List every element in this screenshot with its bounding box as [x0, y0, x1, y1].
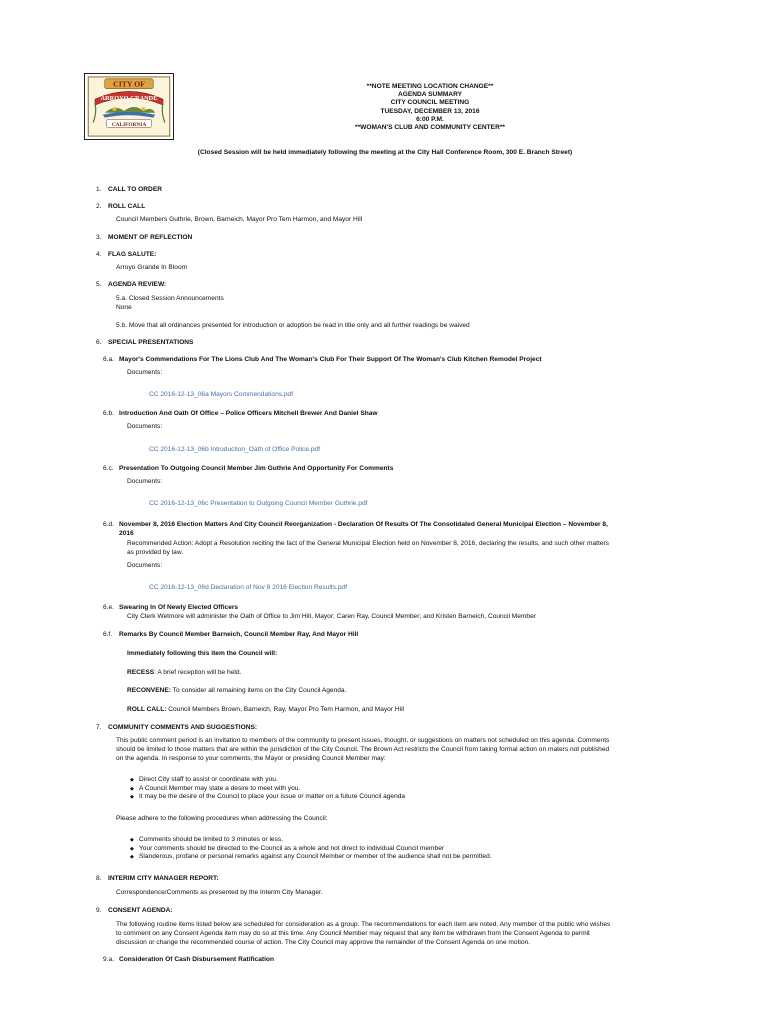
list-item: ◆ A Council Member may state a desire to meet with you. — [130, 785, 405, 794]
list-item: ◆ Your comments should be directed to the Council as a whole and not direct to individual Council member — [130, 845, 492, 854]
section-call-to-order — [96, 186, 162, 195]
community-comments-p3: on the agenda. In response to your comments, the Mayor or presiding Council Member may: — [116, 755, 386, 762]
item-title: Remarks By Council Member Barneich, Council Member Ray, And Mayor Hill — [119, 631, 359, 638]
reconvene-label: RECONVENE: — [127, 687, 171, 694]
item-title: Introduction And Oath Of Office – Police Officers Mitchell Brewer And Daniel Shaw — [119, 410, 378, 417]
list-item: ◆ Slanderous, profane or personal remarks against any Council Member or member of the audience shall not be permitted. — [130, 853, 492, 862]
header-line-5: 6:00 P.M. — [416, 115, 444, 123]
item-6d-recommendation: Recommended Action: Adopt a Resolution reciting the fact of the General Municipal Election held on November 8, 2016, declaring the results, and such other matters — [127, 540, 609, 547]
item-6b — [103, 410, 693, 419]
roll-call-label: ROLL CALL: — [127, 706, 167, 713]
header-line-6: **WOMAN'S CLUB AND COMMUNITY CENTER** — [355, 124, 505, 132]
header-line-3: CITY COUNCIL MEETING — [390, 99, 470, 107]
logo-line1: CITY OF — [113, 79, 145, 89]
city-seal-logo — [84, 73, 174, 140]
document-link-6d[interactable]: CC 2016-12-13_06d Declaration of Nov 8 2016 Election Results.pdf — [149, 584, 347, 591]
section-title: INTERIM CITY MANAGER REPORT: — [108, 875, 219, 882]
section-title: CONSENT AGENDA: — [108, 907, 173, 914]
section-number: 3. — [96, 234, 102, 241]
response-options-list — [130, 776, 405, 802]
item-6c — [103, 465, 693, 474]
agenda-review-5a-value: None — [116, 304, 132, 311]
arroyo-grande-seal-icon — [85, 74, 173, 139]
procedures-list — [130, 836, 492, 862]
section-number: 6. — [96, 339, 102, 346]
item-9a — [103, 956, 693, 965]
item-number: 6.f. — [103, 631, 113, 638]
section-number: 4. — [96, 251, 102, 258]
header-line-4: TUESDAY, DECEMBER 13, 2016 — [380, 107, 480, 115]
item-title: Mayor's Commendations For The Lions Club And The Woman's Club For Their Support Of The Woman's Club Kitchen Remodel Project — [119, 356, 542, 363]
recess-label: RECESS — [127, 669, 155, 676]
item-title: November 8, 2016 Election Matters And City Council Reorganization - Declaration Of Results Of The Consolidated General Municipal Election – November 8, — [119, 521, 608, 528]
consent-agenda-p1: The following routine items listed below are scheduled for consideration as a group. The recommendations for each item are noted. Any member of the public who wishes — [116, 921, 611, 928]
section-number: 1. — [96, 186, 102, 193]
item-number: 6.c. — [103, 465, 114, 472]
item-6f-roll-call — [127, 706, 687, 715]
roll-call-text: Council Members Guthrie, Brown, Barneich, Mayor Pro Tem Harmon, and Mayor Hill — [116, 216, 363, 223]
item-number: 6.e. — [103, 604, 114, 611]
section-number: 2. — [96, 203, 102, 210]
section-number: 5. — [96, 281, 102, 288]
section-number: 8. — [96, 875, 102, 882]
section-title: AGENDA REVIEW: — [108, 281, 167, 288]
section-flag-salute — [96, 251, 156, 260]
item-number: 9.a. — [103, 956, 114, 963]
community-comments-p1: This public comment period is an invitation to members of the community to present issues, thought, or suggestions on matters not scheduled on this agenda. Comments — [116, 737, 610, 744]
item-6f-immediately: Immediately following this item the Council will: — [127, 650, 278, 657]
closed-session-note: (Closed Session will be held immediately following the meeting at the City Hall Conference Room, 300 E. Branch Street) — [197, 149, 573, 156]
section-agenda-review — [96, 281, 166, 290]
section-roll-call — [96, 203, 145, 212]
header-line-1: **NOTE MEETING LOCATION CHANGE** — [366, 83, 494, 90]
section-title: MOMENT OF REFLECTION — [108, 234, 193, 241]
documents-label: Documents: — [127, 478, 163, 485]
consent-agenda-p3: discussion or change the recommended course of action. The City Council may approve the remainder of the Consent Agenda on one motion. — [116, 939, 531, 946]
item-6e — [103, 604, 693, 613]
section-number: 9. — [96, 907, 102, 914]
agenda-review-5a: 5.a. Closed Session Announcements — [116, 295, 224, 302]
item-6f-recess — [127, 669, 687, 678]
document-link-6c[interactable]: CC 2016-12-13_06c Presentation to Outgoing Council Member Guthrie.pdf — [149, 500, 368, 507]
item-title: Consideration Of Cash Disbursement Ratification — [119, 956, 274, 963]
item-title: Swearing In Of Newly Elected Officers — [119, 604, 239, 611]
section-title: SPECIAL PRESENTATIONS — [108, 339, 194, 346]
item-6f-reconvene — [127, 687, 687, 696]
section-title: FLAG SALUTE: — [108, 251, 157, 258]
agenda-header — [280, 83, 580, 132]
roll-call-text: Council Members Brown, Barneich, Ray, Mayor Pro Tem Harmon, and Mayor Hill — [166, 706, 405, 713]
section-title: ROLL CALL — [108, 203, 146, 210]
recess-text: : A brief reception will be held. — [154, 669, 242, 676]
logo-line2: ARROYO GRANDE — [100, 95, 158, 103]
item-6d — [103, 521, 693, 530]
section-title: COMMUNITY COMMENTS AND SUGGESTIONS: — [108, 724, 258, 731]
section-interim-city-manager-report — [96, 875, 219, 884]
documents-label: Documents: — [127, 562, 163, 569]
reconvene-text: To consider all remaining items on the City Council Agenda. — [170, 687, 347, 694]
item-6e-text: City Clerk Wetmore will administer the Oath of Office to Jim Hill, Mayor; Caren Ray, Council Member; and Kristen Barneich, Council Member — [127, 613, 536, 620]
section-number: 7. — [96, 724, 102, 731]
section-consent-agenda — [96, 907, 173, 916]
section-special-presentations — [96, 339, 193, 348]
item-title: Presentation To Outgoing Council Member Jim Guthrie And Opportunity For Comments — [119, 465, 394, 472]
document-link-6a[interactable]: CC 2016-12-13_06a Mayors Commendations.pdf — [149, 391, 294, 398]
item-6d-title-cont: 2016 — [119, 530, 134, 537]
list-item: ◆ It may be the desire of the Council to place your issue or matter on a future Council agenda — [130, 793, 405, 802]
item-6d-recommendation-cont: as provided by law. — [127, 549, 184, 556]
item-number: 6.b. — [103, 410, 114, 417]
community-comments-p4: Please adhere to the following procedures when addressing the Council: — [116, 815, 328, 822]
document-link-6b[interactable]: CC 2016-12-13_06b Introduction_Oath of Office Police.pdf — [149, 446, 321, 453]
section-community-comments — [96, 724, 257, 733]
interim-city-manager-text: Correspondence/Comments as presented by the Interim City Manager. — [116, 889, 323, 896]
list-item: ◆ Direct City staff to assist or coordinate with you. — [130, 776, 405, 785]
item-number: 6.d. — [103, 521, 114, 528]
section-moment-of-reflection — [96, 234, 192, 243]
logo-line3: CALIFORNIA — [111, 121, 147, 128]
section-title: CALL TO ORDER — [108, 186, 162, 193]
consent-agenda-p2: to comment on any Consent Agenda item may do so at this time. Any Council Member may request that any item be withdrawn from the Consent Agenda to permit — [116, 930, 590, 937]
header-line-2: AGENDA SUMMARY — [398, 91, 462, 99]
list-item: ◆ Comments should be limited to 3 minutes or less. — [130, 836, 492, 845]
agenda-review-5b: 5.b. Move that all ordinances presented for introduction or adoption be read in title only and all further readings be waived — [116, 322, 470, 329]
item-number: 6.a. — [103, 356, 114, 363]
community-comments-p2: should be limited to those matters that are within the jurisdiction of the City Council. The Brown Act restricts the Council from taking formal action on maters not published — [116, 746, 610, 753]
documents-label: Documents: — [127, 423, 163, 430]
documents-label: Documents: — [127, 369, 163, 376]
flag-salute-text: Arroyo Grande In Bloom — [116, 264, 188, 271]
item-6f — [103, 631, 693, 640]
item-6a — [103, 356, 693, 365]
